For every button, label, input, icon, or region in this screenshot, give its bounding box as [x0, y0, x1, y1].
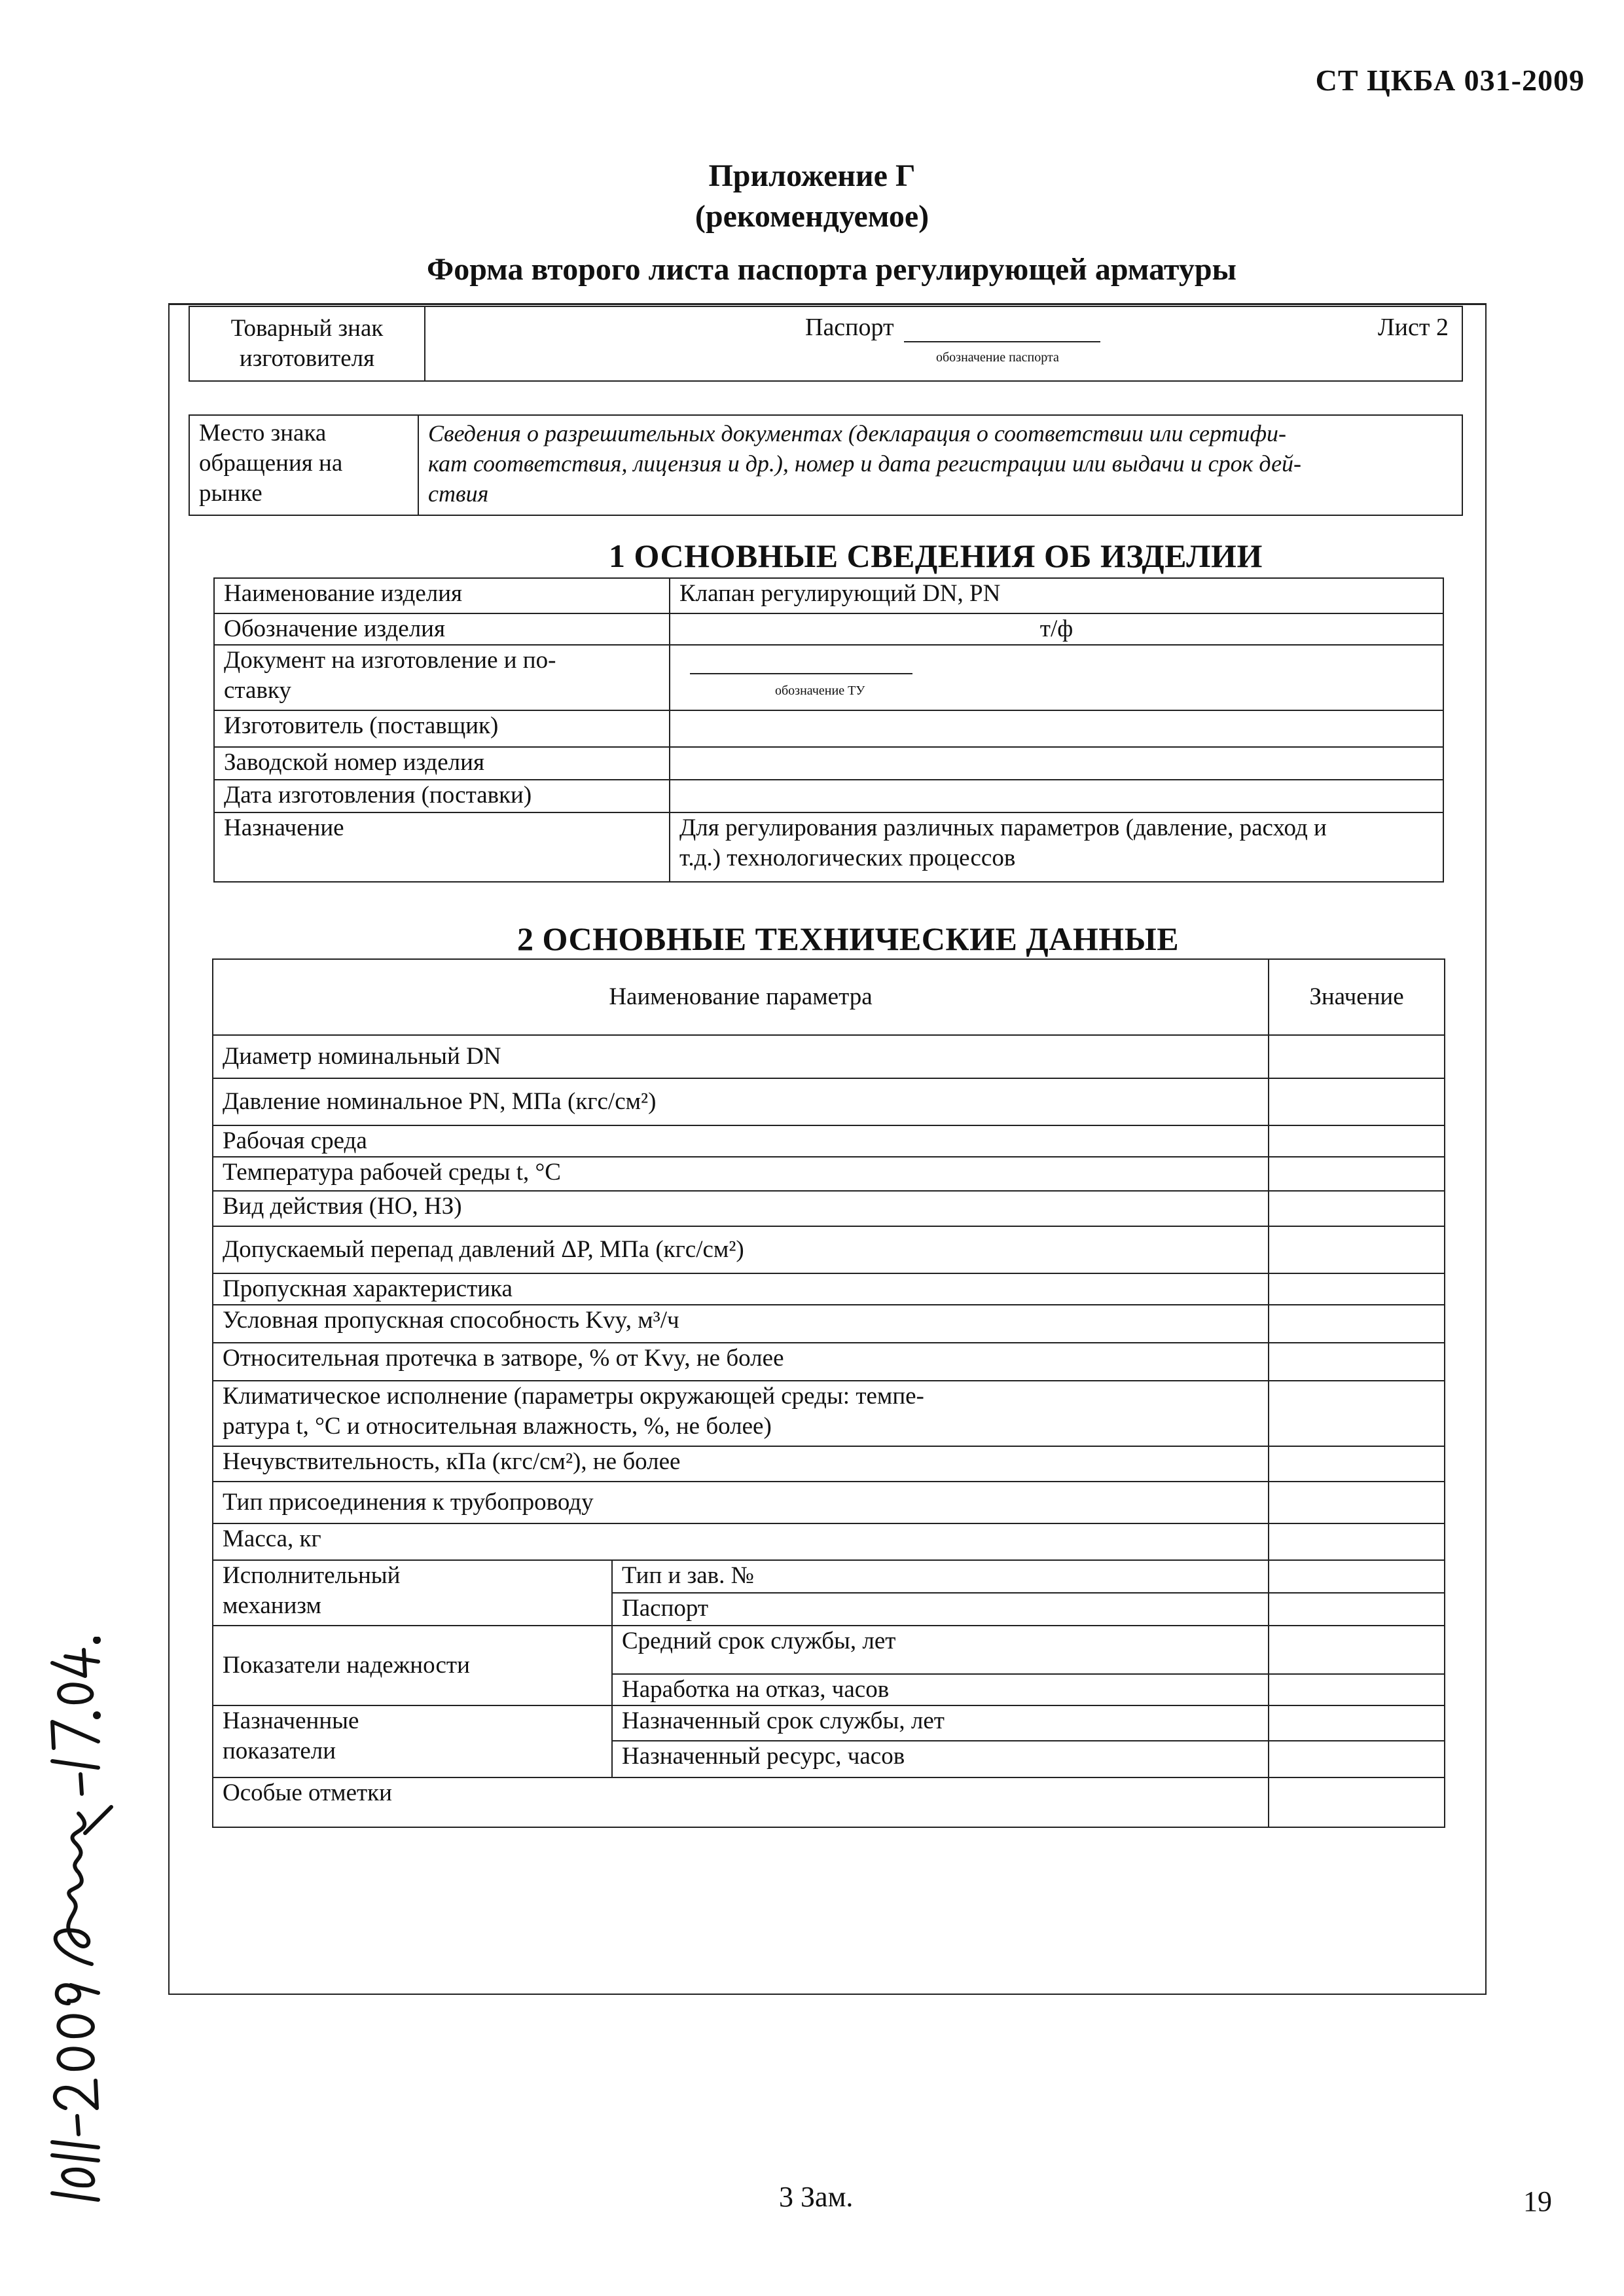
- param-value: [1269, 1226, 1445, 1273]
- param-value: [1269, 1626, 1445, 1674]
- page-number: 19: [1523, 2185, 1552, 2217]
- table-row: [213, 1482, 1445, 1523]
- section1-title: 1 ОСНОВНЫЕ СВЕДЕНИЯ ОБ ИЗДЕЛИИ: [609, 538, 1263, 574]
- row-label-line2: ставку: [224, 677, 291, 704]
- technical-data-table: [212, 958, 1445, 1828]
- table-row: [213, 1273, 1445, 1305]
- table-row: [214, 780, 1443, 812]
- product-name-value: Клапан регулирующий DN, PN: [679, 580, 1001, 607]
- actuator-sub-label: Тип и зав. №: [612, 1560, 1269, 1593]
- param-value: [1269, 1343, 1445, 1381]
- param-value: [1269, 1305, 1445, 1343]
- param-value: [1269, 1157, 1445, 1191]
- row-value: [670, 747, 1443, 780]
- table-row: [214, 812, 1443, 882]
- table-row: [213, 1446, 1445, 1482]
- handwritten-signature: [13, 1637, 137, 2213]
- permits-line3: ствия: [428, 481, 489, 507]
- table-row: [213, 1191, 1445, 1226]
- param-value: [1269, 1777, 1445, 1827]
- param-value: [1269, 1125, 1445, 1157]
- param-value: [1269, 1741, 1445, 1777]
- row-label: [214, 645, 670, 710]
- param-label: Температура рабочей среды t, °С: [213, 1157, 1269, 1191]
- param-label: Вид действия (НО, НЗ): [213, 1191, 1269, 1226]
- table-row: [213, 1626, 1445, 1674]
- section2-title: 2 ОСНОВНЫЕ ТЕХНИЧЕСКИЕ ДАННЫЕ: [517, 920, 1180, 957]
- param-label: Нечувствительность, кПа (кгс/см²), не более: [213, 1446, 1269, 1482]
- passport-number-line: [904, 321, 1100, 342]
- param-value: [1269, 1381, 1445, 1446]
- assigned-label: [213, 1705, 612, 1777]
- param-value: [1269, 1035, 1445, 1078]
- table-row: [214, 645, 1443, 710]
- param-label: Условная пропускная способность Kvy, м³/ч: [213, 1305, 1269, 1343]
- param-value: [1269, 1674, 1445, 1705]
- row-value: [670, 645, 1443, 710]
- param-label: Давление номинальное PN, МПа (кгс/см²): [213, 1078, 1269, 1125]
- param-value: [1269, 1078, 1445, 1125]
- spec-caption: обозначение ТУ: [775, 683, 865, 698]
- permits-cell: [418, 415, 1462, 515]
- market-sign-cell: [189, 415, 418, 515]
- param-label: [213, 1381, 1269, 1446]
- assigned-sub-label: Назначенный ресурс, часов: [612, 1741, 1269, 1777]
- assigned-line1: Назначенные: [223, 1707, 359, 1734]
- purpose-line2: т.д.) технологических процессов: [679, 845, 1016, 871]
- param-value: [1269, 1273, 1445, 1305]
- row-label: Заводской номер изделия: [214, 747, 670, 780]
- spec-number-line: [690, 673, 912, 674]
- param-value: [1269, 1705, 1445, 1741]
- assigned-line2: показатели: [223, 1738, 336, 1764]
- annex-title: [0, 156, 1624, 237]
- table-row: [213, 1381, 1445, 1446]
- table-row: [214, 747, 1443, 780]
- trademark-line1: Товарный знак: [230, 315, 384, 342]
- param-value: [1269, 1191, 1445, 1226]
- table-row: [213, 1777, 1445, 1827]
- row-label: Изготовитель (поставщик): [214, 710, 670, 747]
- param-label: Пропускная характеристика: [213, 1273, 1269, 1305]
- row-value: [670, 780, 1443, 812]
- product-info-table: [213, 577, 1444, 883]
- climatic-line2: ратура t, °С и относительная влажность, %, не более): [223, 1413, 772, 1440]
- table-row: [213, 1125, 1445, 1157]
- table-row: [213, 1078, 1445, 1125]
- table-row: [213, 1523, 1445, 1560]
- climatic-line1: Климатическое исполнение (параметры окружающей среды: темпе-: [223, 1383, 924, 1410]
- row-value: [670, 578, 1443, 613]
- annex-line1: Приложение Г: [708, 158, 916, 193]
- reliability-label: Показатели надежности: [213, 1626, 612, 1705]
- param-value: [1269, 1593, 1445, 1626]
- passport-caption: обозначение паспорта: [936, 350, 1059, 365]
- actuator-line1: Исполнительный: [223, 1562, 401, 1589]
- row-label: Назначение: [214, 812, 670, 882]
- param-value: [1269, 1560, 1445, 1593]
- market-line2: обращения на: [199, 450, 343, 477]
- param-label: Рабочая среда: [213, 1125, 1269, 1157]
- param-label: Тип присоединения к трубопроводу: [213, 1482, 1269, 1523]
- market-info-table: [189, 414, 1463, 516]
- actuator-sub-label: Паспорт: [612, 1593, 1269, 1626]
- actuator-label: [213, 1560, 612, 1626]
- reliability-sub-label: Наработка на отказ, часов: [612, 1674, 1269, 1705]
- param-label: Масса, кг: [213, 1523, 1269, 1560]
- row-label: Дата изготовления (поставки): [214, 780, 670, 812]
- param-value: [1269, 1482, 1445, 1523]
- param-label: Допускаемый перепад давлений ΔP, МПа (кгс/см²): [213, 1226, 1269, 1273]
- col-header-value: Значение: [1269, 959, 1445, 1035]
- table-row: [214, 613, 1443, 645]
- row-label: Наименование изделия: [214, 578, 670, 613]
- table-row: [213, 1226, 1445, 1273]
- table-row: [214, 710, 1443, 747]
- col-header-param: Наименование параметра: [213, 959, 1269, 1035]
- document-code: СТ ЦКБА 031-2009: [1315, 64, 1585, 97]
- row-value: [670, 710, 1443, 747]
- table-row: [213, 1157, 1445, 1191]
- footer-note: 3 Зам.: [779, 2181, 854, 2213]
- table-row: [213, 1305, 1445, 1343]
- form-title: Форма второго листа паспорта регулирующей арматуры: [426, 252, 1237, 287]
- param-value: [1269, 1523, 1445, 1560]
- assigned-sub-label: Назначенный срок службы, лет: [612, 1705, 1269, 1741]
- row-value: т/ф: [670, 613, 1443, 645]
- actuator-line2: механизм: [223, 1592, 321, 1619]
- permits-line2: кат соответствия, лицензия и др.), номер и дата регистрации или выдачи и срок дей-: [428, 450, 1302, 477]
- special-notes-label: Особые отметки: [213, 1777, 1269, 1827]
- table-row: [213, 1035, 1445, 1078]
- passport-cell: [425, 306, 1462, 381]
- table-row: [213, 1343, 1445, 1381]
- trademark-cell: [189, 306, 425, 381]
- trademark-line2: изготовителя: [239, 345, 375, 372]
- param-label: Диаметр номинальный DN: [213, 1035, 1269, 1078]
- param-value: [1269, 1446, 1445, 1482]
- permits-line1: Сведения о разрешительных документах (декларация о соответствии или сертифи-: [428, 420, 1286, 446]
- purpose-line1: Для регулирования различных параметров (давление, расход и: [679, 814, 1327, 841]
- passport-label: Паспорт: [805, 314, 894, 341]
- sheet-header-table: [189, 306, 1463, 382]
- annex-line2: (рекомендуемое): [695, 199, 929, 234]
- row-label-line1: Документ на изготовление и по-: [224, 647, 556, 674]
- param-label: Относительная протечка в затворе, % от Kvy, не более: [213, 1343, 1269, 1381]
- table-header-row: [213, 959, 1445, 1035]
- row-label: Обозначение изделия: [214, 613, 670, 645]
- market-line1: Место знака: [199, 420, 327, 446]
- reliability-sub-label: Средний срок службы, лет: [612, 1626, 1269, 1674]
- market-line3: рынке: [199, 480, 262, 507]
- sheet-label: Лист 2: [1377, 314, 1449, 341]
- table-row: [214, 578, 1443, 613]
- row-value: [670, 812, 1443, 882]
- table-row: [213, 1705, 1445, 1741]
- table-row: [213, 1560, 1445, 1593]
